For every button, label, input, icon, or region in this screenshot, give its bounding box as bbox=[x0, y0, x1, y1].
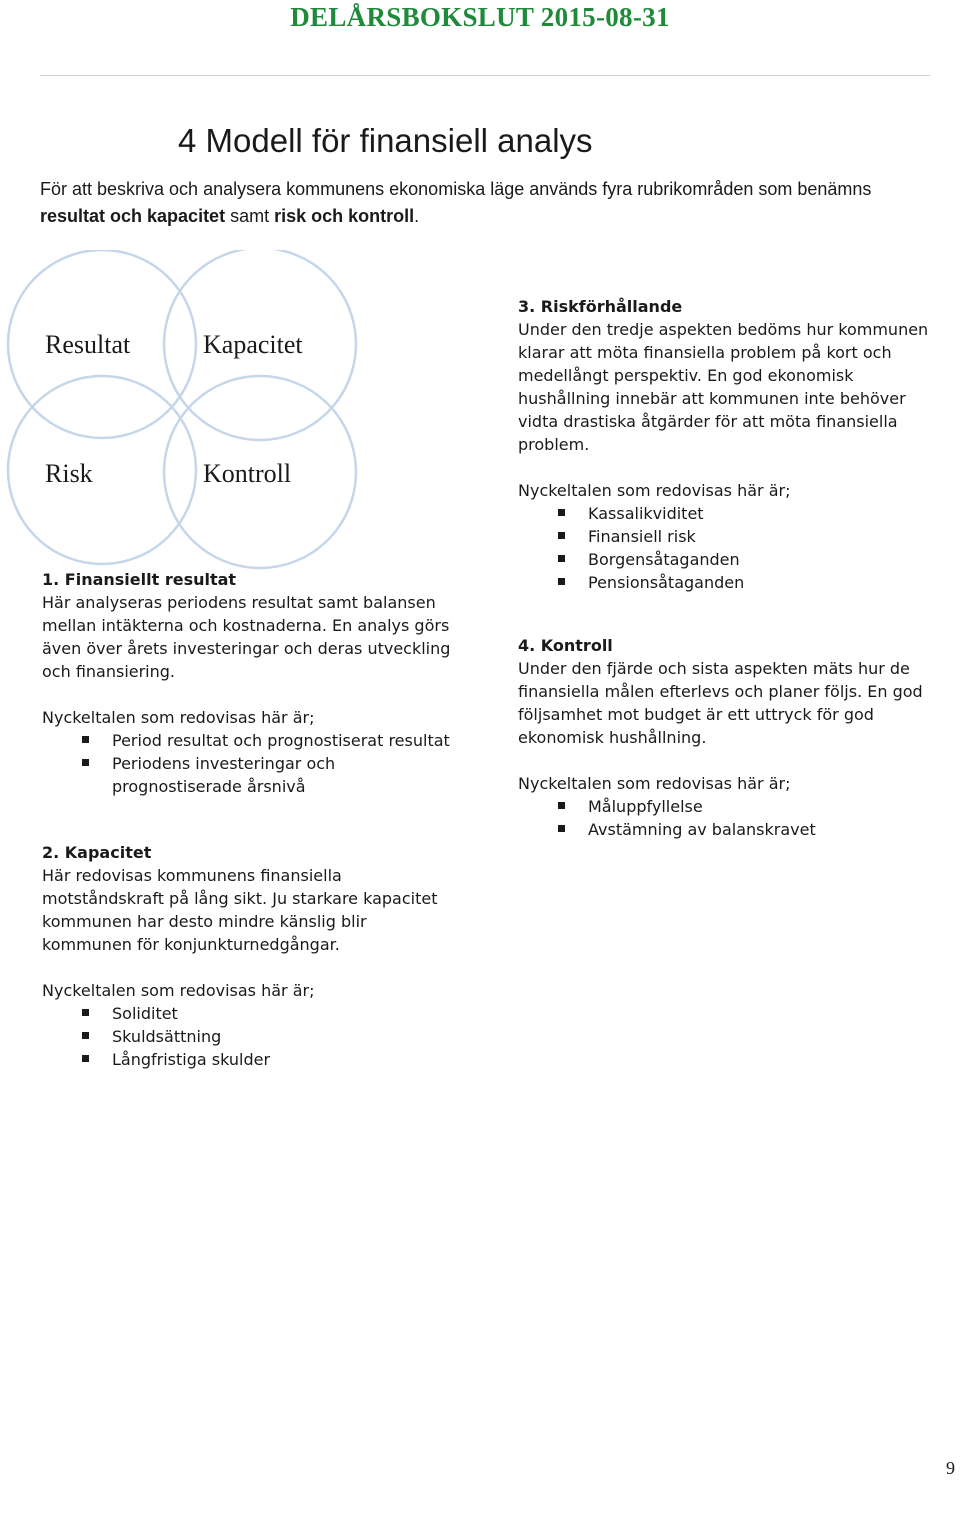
body-line: följsamhet mot budget är ett uttryck för god bbox=[518, 705, 874, 724]
kpi-list bbox=[518, 502, 938, 594]
kpi-heading: Nyckeltalen som redovisas här är; bbox=[518, 774, 791, 793]
list-item: Finansiell risk bbox=[558, 525, 938, 548]
body-line: finansiella målen efterlevs och planer följs. En god bbox=[518, 682, 923, 701]
intro-paragraph bbox=[40, 176, 920, 230]
body-line: även över årets investeringar och deras utveckling bbox=[42, 639, 451, 658]
kpi-list bbox=[42, 729, 482, 798]
list-item: Kassalikviditet bbox=[558, 502, 938, 525]
section-title: 4. Kontroll bbox=[518, 636, 613, 655]
intro-bold-2: risk och kontroll bbox=[274, 206, 415, 226]
section-kapacitet bbox=[42, 841, 482, 1071]
intro-text-2: samt bbox=[225, 206, 275, 226]
list-item: Borgensåtaganden bbox=[558, 548, 938, 571]
list-item: Periodens investeringar och prognostiserade årsnivå bbox=[82, 752, 342, 798]
venn-label-kontroll: Kontroll bbox=[203, 459, 292, 488]
list-item: Skuldsättning bbox=[82, 1025, 482, 1048]
body-line: kommunen för konjunkturnedgångar. bbox=[42, 935, 340, 954]
kpi-list bbox=[42, 1002, 482, 1071]
section-heading: 4 Modell för finansiell analys bbox=[178, 122, 593, 159]
body-line: klarar att möta finansiella problem på kort och bbox=[518, 343, 892, 362]
kpi-heading: Nyckeltalen som redovisas här är; bbox=[42, 708, 315, 727]
section-kontroll bbox=[518, 634, 938, 841]
list-item: Period resultat och prognostiserat resultat bbox=[82, 729, 482, 752]
body-line: hushållning innebär att kommunen inte behöver bbox=[518, 389, 906, 408]
body-line: motståndskraft på lång sikt. Ju starkare kapacitet bbox=[42, 889, 438, 908]
body-line: medellångt perspektiv. En god ekonomisk bbox=[518, 366, 854, 385]
venn-label-kapacitet: Kapacitet bbox=[203, 330, 303, 359]
body-line: Här redovisas kommunens finansiella bbox=[42, 866, 342, 885]
intro-bold-1: resultat och kapacitet bbox=[40, 206, 226, 226]
kpi-list bbox=[518, 795, 938, 841]
venn-circle-risk bbox=[8, 376, 196, 564]
body-line: Här analyseras periodens resultat samt balansen bbox=[42, 593, 436, 612]
page-number: 9 bbox=[946, 1458, 955, 1478]
section-title: 1. Finansiellt resultat bbox=[42, 570, 237, 589]
list-item: Soliditet bbox=[82, 1002, 482, 1025]
list-item: Långfristiga skulder bbox=[82, 1048, 482, 1071]
section-riskforhallande bbox=[518, 295, 938, 594]
section-title: 2. Kapacitet bbox=[42, 843, 152, 862]
list-item: Måluppfyllelse bbox=[558, 795, 938, 818]
body-line: mellan intäkterna och kostnaderna. En analys görs bbox=[42, 616, 450, 635]
body-line: Under den fjärde och sista aspekten mäts hur de bbox=[518, 659, 910, 678]
list-item: Avstämning av balanskravet bbox=[558, 818, 938, 841]
section-finansiellt-resultat bbox=[42, 568, 482, 798]
list-item: Pensionsåtaganden bbox=[558, 571, 938, 594]
body-line: problem. bbox=[518, 435, 590, 454]
body-line: Under den tredje aspekten bedöms hur kommunen bbox=[518, 320, 929, 339]
venn-label-resultat: Resultat bbox=[45, 330, 131, 359]
body-line: och finansiering. bbox=[42, 662, 176, 681]
kpi-heading: Nyckeltalen som redovisas här är; bbox=[518, 481, 791, 500]
body-line: ekonomisk hushållning. bbox=[518, 728, 707, 747]
intro-text-3: . bbox=[414, 206, 420, 226]
section-title: 3. Riskförhållande bbox=[518, 297, 683, 316]
intro-text-1: För att beskriva och analysera kommunens ekonomiska läge används fyra rubrikområden som benämns bbox=[40, 179, 872, 199]
kpi-heading: Nyckeltalen som redovisas här är; bbox=[42, 981, 315, 1000]
venn-diagram bbox=[0, 250, 380, 570]
document-header-title: DELÅRSBOKSLUT 2015-08-31 bbox=[290, 2, 670, 32]
header-divider bbox=[40, 75, 930, 76]
body-line: vidta drastiska åtgärder för att möta finansiella bbox=[518, 412, 898, 431]
venn-label-risk: Risk bbox=[45, 459, 93, 488]
body-line: kommunen har desto mindre känslig blir bbox=[42, 912, 367, 931]
